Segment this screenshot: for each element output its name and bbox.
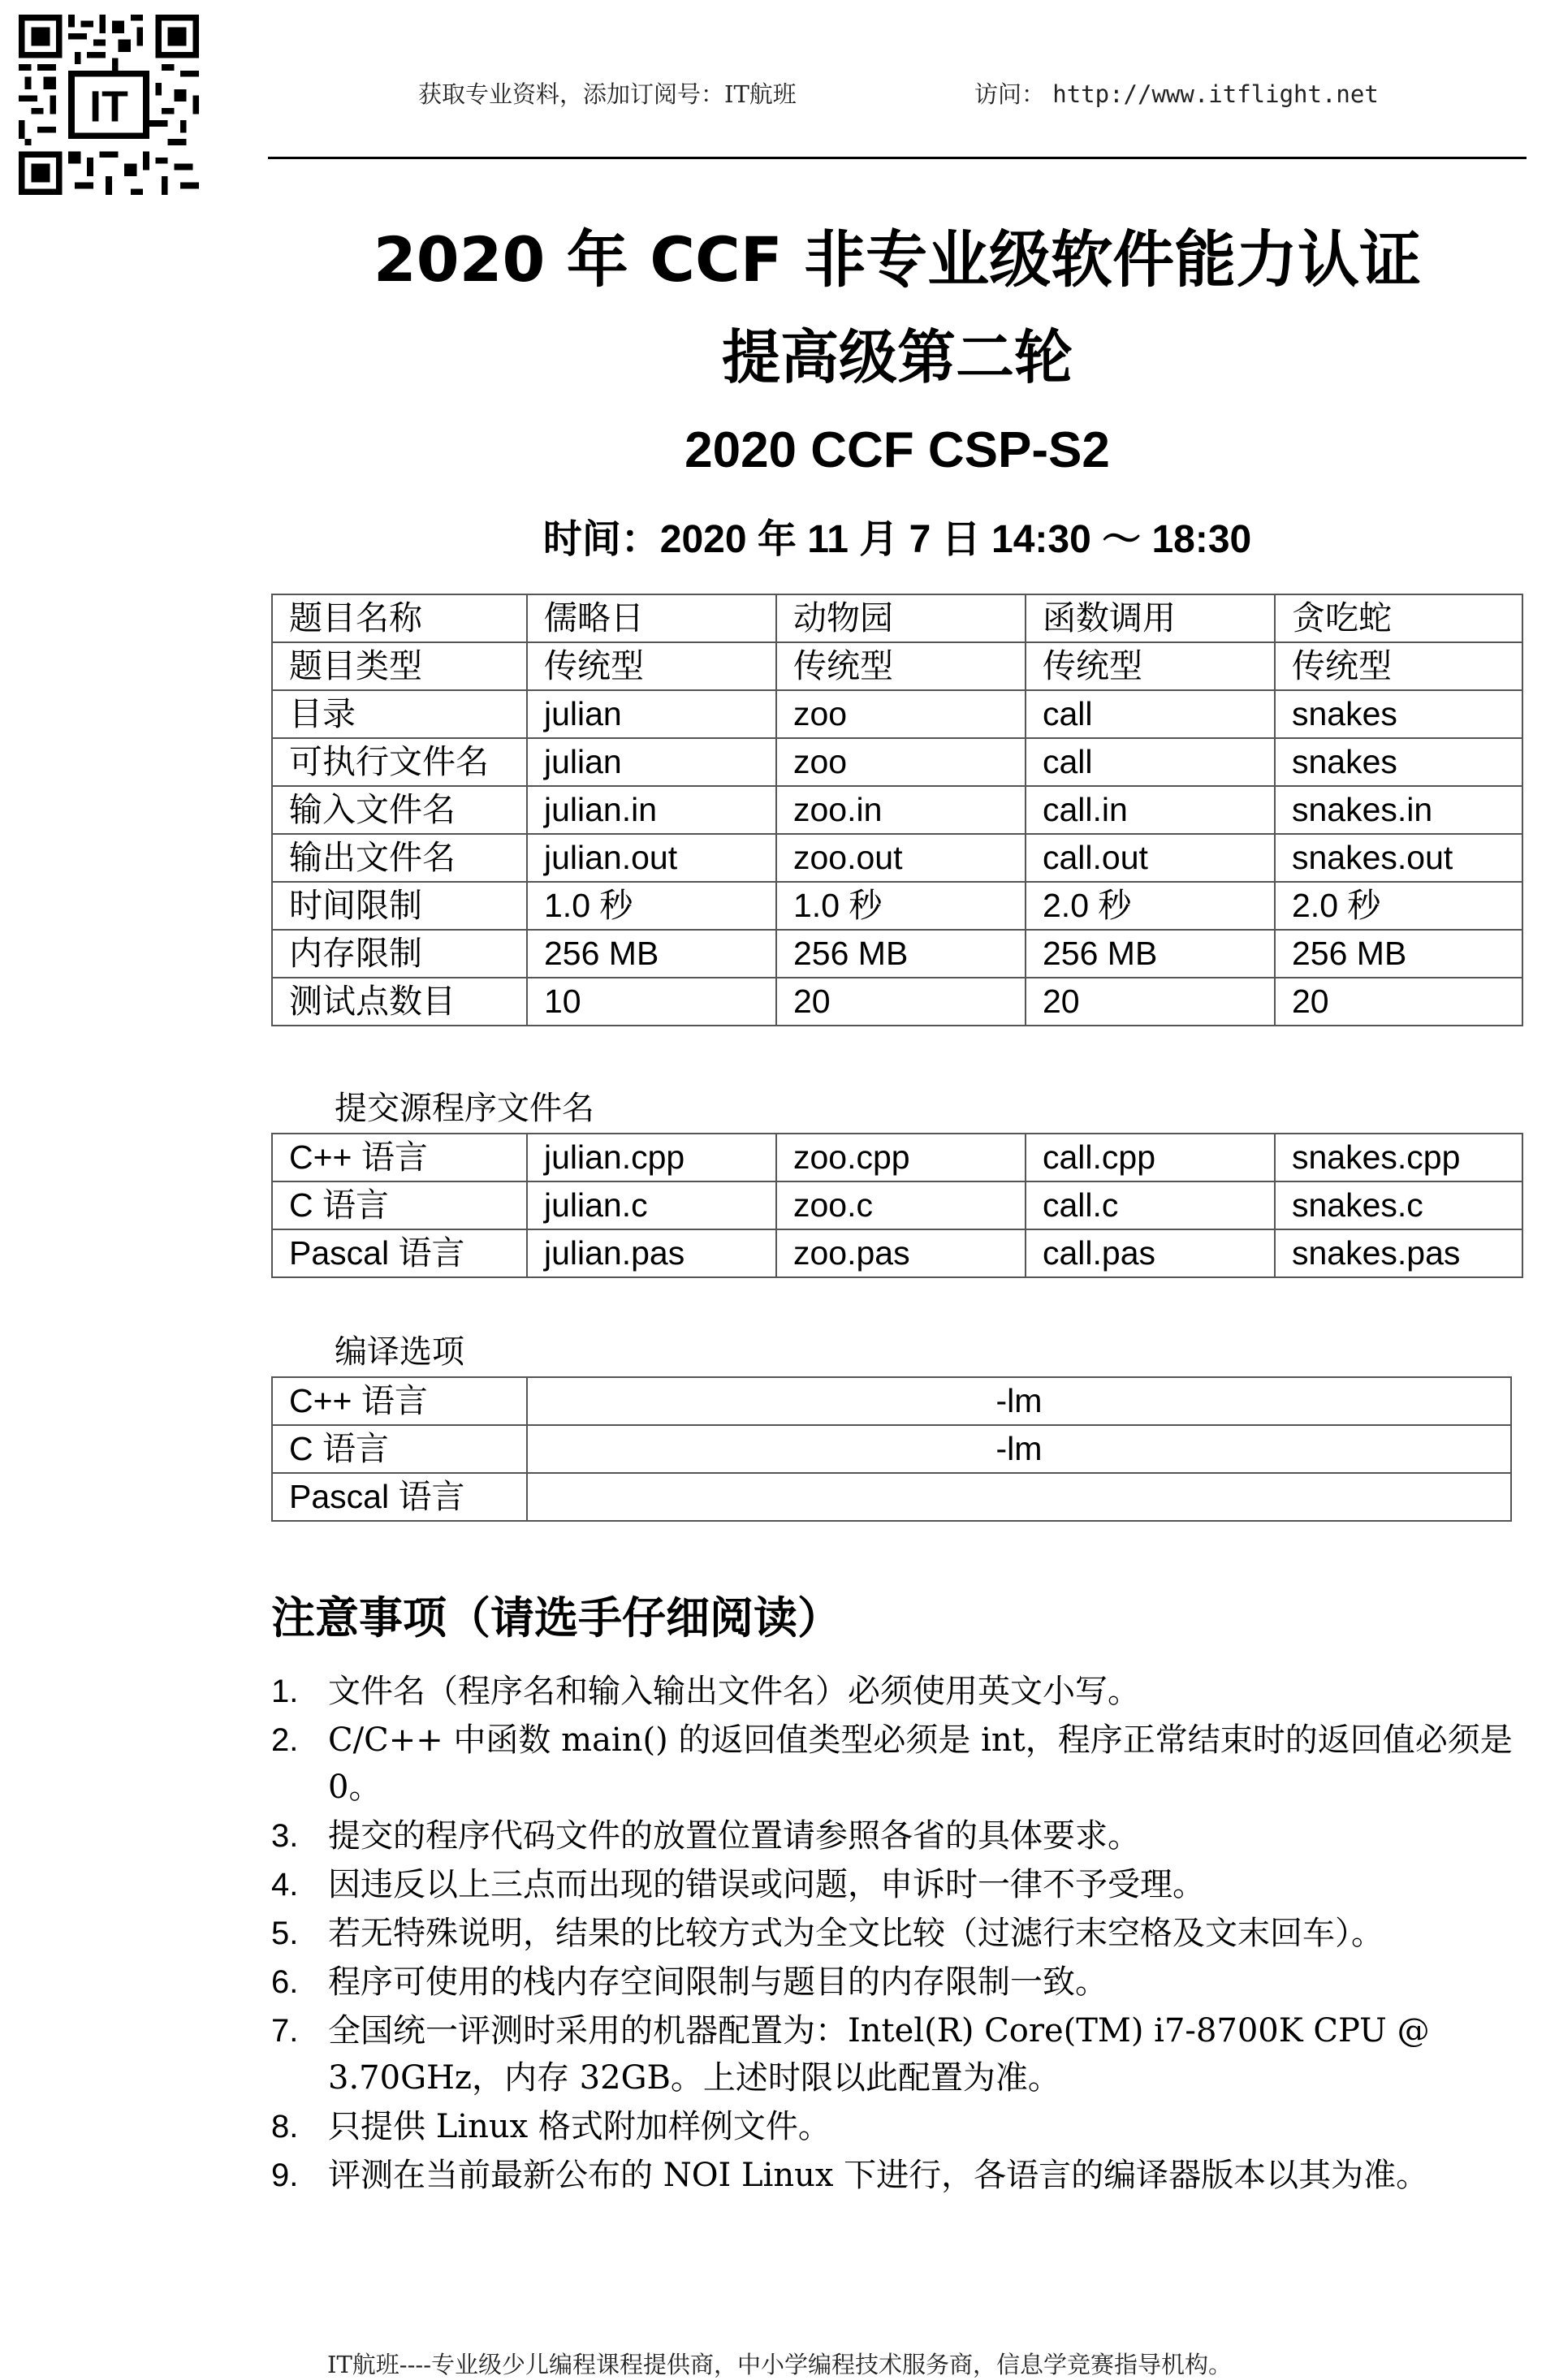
problems-table-row — [272, 834, 1522, 882]
table-cell: 2.0 秒 — [1026, 882, 1275, 930]
row-header-cell: 题目名称 — [272, 594, 527, 642]
table-cell: julian.out — [527, 834, 776, 882]
note-text: 因违反以上三点而出现的错误或问题，申诉时一律不予受理。 — [328, 1866, 1205, 1903]
row-header-cell: C++ 语言 — [272, 1377, 527, 1425]
row-header-cell: 测试点数目 — [272, 978, 527, 1026]
compile-options-row — [272, 1425, 1511, 1473]
table-cell: julian.pas — [527, 1229, 776, 1277]
row-header-cell: 可执行文件名 — [272, 738, 527, 786]
contest-time: 时间：2020 年 11 月 7 日 14:30 ～ 18:30 — [542, 518, 1252, 561]
table-cell: call.out — [1026, 834, 1275, 882]
problems-table-row — [272, 930, 1522, 978]
note-item — [271, 1861, 1538, 1908]
note-number: 8. — [271, 2109, 299, 2145]
table-cell: julian.cpp — [527, 1134, 776, 1181]
note-text: C/C++ 中函数 main() 的返回值类型必须是 int，程序正常结束时的返回值必须是 0。 — [328, 1721, 1513, 1806]
table-cell: zoo.cpp — [776, 1134, 1026, 1181]
note-text: 评测在当前最新公布的 NOI Linux 下进行，各语言的编译器版本以其为准。 — [328, 2157, 1429, 2194]
table-cell: zoo — [776, 690, 1026, 738]
source-files-row — [272, 1181, 1522, 1229]
table-cell: zoo — [776, 738, 1026, 786]
header-visit — [974, 76, 1379, 110]
table-cell: zoo.c — [776, 1181, 1026, 1229]
document-subtitle: 提高级第二轮 — [721, 323, 1073, 391]
note-number: 5. — [271, 1916, 299, 1951]
table-cell: call.in — [1026, 786, 1275, 834]
table-cell: call.pas — [1026, 1229, 1275, 1277]
table-cell: 20 — [776, 978, 1026, 1026]
table-cell: snakes — [1275, 738, 1522, 786]
problems-table-row — [272, 882, 1522, 930]
row-header-cell: 题目类型 — [272, 642, 527, 690]
compile-options-table — [271, 1376, 1512, 1522]
table-cell: 10 — [527, 978, 776, 1026]
problems-table-row — [272, 690, 1522, 738]
table-cell: call.c — [1026, 1181, 1275, 1229]
table-cell: 256 MB — [1275, 930, 1522, 978]
source-files-table — [271, 1133, 1523, 1278]
table-cell: snakes.pas — [1275, 1229, 1522, 1277]
table-cell: 传统型 — [1026, 642, 1275, 690]
contest-code: 2020 CCF CSP-S2 — [684, 422, 1110, 478]
table-cell: call.cpp — [1026, 1134, 1275, 1181]
problems-table-row — [272, 594, 1522, 642]
row-header-cell: C 语言 — [272, 1425, 527, 1473]
note-item — [271, 1812, 1538, 1860]
compile-options-caption: 编译选项 — [335, 1333, 464, 1371]
table-cell: 256 MB — [776, 930, 1026, 978]
header-divider — [268, 157, 1527, 159]
compile-options-row — [272, 1473, 1511, 1521]
table-cell: snakes — [1275, 690, 1522, 738]
row-header-cell: 输出文件名 — [272, 834, 527, 882]
note-item — [271, 2007, 1538, 2101]
problems-table-row — [272, 642, 1522, 690]
table-cell: snakes.cpp — [1275, 1134, 1522, 1181]
notes-title: 注意事项（请选手仔细阅读） — [271, 1592, 841, 1644]
note-item — [271, 1959, 1538, 2006]
table-cell: snakes.out — [1275, 834, 1522, 882]
table-cell: julian.c — [527, 1181, 776, 1229]
header-url-link[interactable]: http://www.itflight.net — [1052, 80, 1379, 108]
note-text: 若无特殊说明，结果的比较方式为全文比较（过滤行末空格及文末回车）。 — [328, 1915, 1384, 1952]
note-text: 提交的程序代码文件的放置位置请参照各省的具体要求。 — [328, 1817, 1140, 1855]
note-number: 6. — [271, 1964, 299, 2000]
header-subscription-text: 获取专业资料，添加订阅号：IT航班 — [418, 80, 797, 108]
note-text: 只提供 Linux 格式附加样例文件。 — [328, 2108, 831, 2145]
row-header-cell: Pascal 语言 — [272, 1229, 527, 1277]
table-cell: 函数调用 — [1026, 594, 1275, 642]
row-header-cell: C 语言 — [272, 1181, 527, 1229]
note-text: 全国统一评测时采用的机器配置为：Intel(R) Core(TM) i7-8700K CPU @ 3.70GHz，内存 32GB。上述时限以此配置为准。 — [328, 2012, 1430, 2097]
table-cell: 动物园 — [776, 594, 1026, 642]
table-cell: 贪吃蛇 — [1275, 594, 1522, 642]
table-cell: call — [1026, 738, 1275, 786]
note-item — [271, 1668, 1538, 1715]
problems-table — [271, 594, 1523, 1026]
table-cell: 256 MB — [527, 930, 776, 978]
row-header-cell: 时间限制 — [272, 882, 527, 930]
note-number: 7. — [271, 2013, 299, 2049]
note-item — [271, 1910, 1538, 1957]
header-visit-label: 访问： — [974, 80, 1046, 108]
table-cell — [527, 1473, 1511, 1521]
note-item — [271, 1717, 1538, 1811]
table-cell: snakes.c — [1275, 1181, 1522, 1229]
problems-table-row — [272, 786, 1522, 834]
table-cell: zoo.pas — [776, 1229, 1026, 1277]
note-number: 2. — [271, 1722, 299, 1758]
note-text: 文件名（程序名和输入输出文件名）必须使用英文小写。 — [328, 1673, 1140, 1710]
source-files-row — [272, 1229, 1522, 1277]
table-cell: julian.in — [527, 786, 776, 834]
row-header-cell: C++ 语言 — [272, 1134, 527, 1181]
table-cell: call — [1026, 690, 1275, 738]
footer-text: IT航班----专业级少儿编程课程提供商，中小学编程技术服务商，信息学竞赛指导机构。 — [327, 2351, 1232, 2378]
table-cell: zoo.in — [776, 786, 1026, 834]
table-cell: 儒略日 — [527, 594, 776, 642]
table-cell: 20 — [1275, 978, 1522, 1026]
table-cell: -lm — [527, 1377, 1511, 1425]
table-cell: julian — [527, 690, 776, 738]
table-cell: 256 MB — [1026, 930, 1275, 978]
notes-list — [271, 1668, 1538, 2201]
source-files-caption: 提交源程序文件名 — [335, 1090, 594, 1127]
table-cell: zoo.out — [776, 834, 1026, 882]
table-cell: snakes.in — [1275, 786, 1522, 834]
table-cell: 2.0 秒 — [1275, 882, 1522, 930]
note-number: 4. — [271, 1867, 299, 1903]
table-cell: 传统型 — [527, 642, 776, 690]
problems-table-row — [272, 978, 1522, 1026]
note-item — [271, 2152, 1538, 2199]
table-cell: 1.0 秒 — [776, 882, 1026, 930]
note-number: 9. — [271, 2158, 299, 2193]
problems-table-row — [272, 738, 1522, 786]
row-header-cell: 输入文件名 — [272, 786, 527, 834]
table-cell: 传统型 — [776, 642, 1026, 690]
row-header-cell: Pascal 语言 — [272, 1473, 527, 1521]
note-text: 程序可使用的栈内存空间限制与题目的内存限制一致。 — [328, 1963, 1108, 2001]
note-item — [271, 2103, 1538, 2150]
table-cell: 20 — [1026, 978, 1275, 1026]
table-cell: 1.0 秒 — [527, 882, 776, 930]
note-number: 3. — [271, 1818, 299, 1854]
qr-logo-text: IT — [89, 82, 128, 132]
source-files-row — [272, 1134, 1522, 1181]
document-title: 2020 年 CCF 非专业级软件能力认证 — [373, 223, 1422, 296]
row-header-cell: 目录 — [272, 690, 527, 738]
table-cell: -lm — [527, 1425, 1511, 1473]
table-cell: julian — [527, 738, 776, 786]
compile-options-row — [272, 1377, 1511, 1425]
qr-code — [15, 15, 203, 195]
row-header-cell: 内存限制 — [272, 930, 527, 978]
note-number: 1. — [271, 1674, 299, 1709]
table-cell: 传统型 — [1275, 642, 1522, 690]
